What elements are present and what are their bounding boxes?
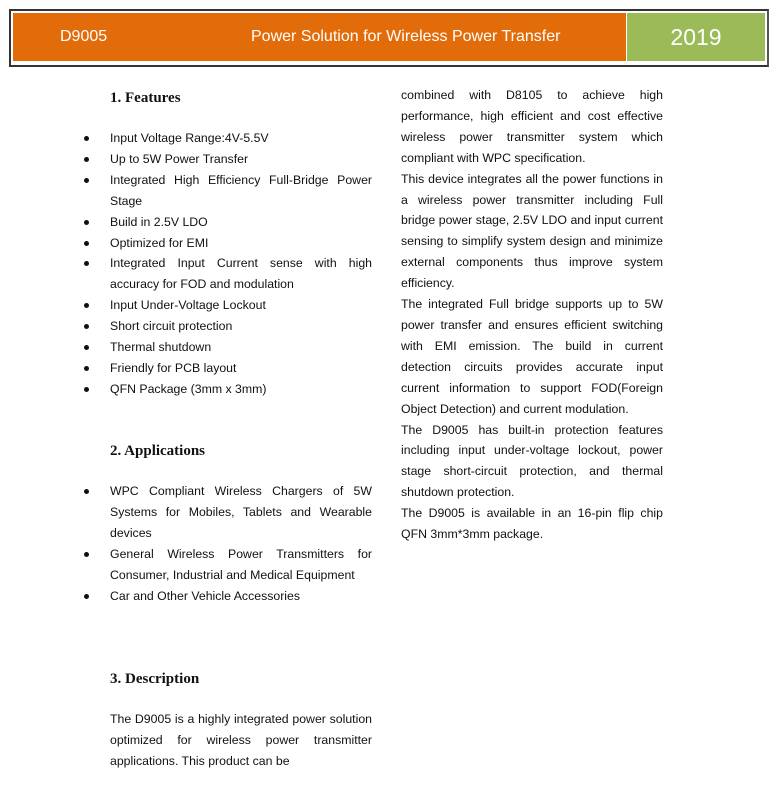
description-paragraph: The integrated Full bridge supports up to 5W power transfer and ensures efficient switching with EMI emission. The build in current detection circuits provides accurate input current information to support FOD(Foreign Object Detection) and current modulation. bbox=[401, 297, 663, 416]
description-paragraph: combined with D8105 to achieve high performance, high efficient and cost effective wireless power transmitter system which compliant with WPC specification. bbox=[401, 88, 663, 165]
features-list bbox=[110, 128, 372, 400]
feature-item: Integrated High Efficiency Full-Bridge Power Stage bbox=[110, 170, 372, 212]
description-paragraph: This device integrates all the power functions in a wireless power transmitter including Full bridge power stage, 2.5V LDO and input current sensing to simplify system design and minimize external components thus improve system efficiency. bbox=[401, 171, 663, 291]
part-number: D9005 bbox=[60, 28, 108, 45]
feature-item: Input Under-Voltage Lockout bbox=[110, 295, 372, 316]
description-intro: The D9005 is a highly integrated power solution optimized for wireless power transmitter applications. This product can be bbox=[110, 712, 372, 768]
header-title-bar bbox=[13, 13, 626, 61]
features-heading: 1. Features bbox=[110, 90, 181, 106]
description-heading: 3. Description bbox=[110, 671, 200, 687]
applications-heading: 2. Applications bbox=[110, 443, 206, 459]
header-banner bbox=[9, 9, 769, 67]
feature-item: Short circuit protection bbox=[110, 316, 372, 337]
feature-item: Build in 2.5V LDO bbox=[110, 212, 372, 233]
feature-item: Friendly for PCB layout bbox=[110, 358, 372, 379]
application-item: Car and Other Vehicle Accessories bbox=[110, 586, 372, 607]
document-title: Power Solution for Wireless Power Transfer bbox=[251, 28, 561, 45]
application-item: WPC Compliant Wireless Chargers of 5W Systems for Mobiles, Tablets and Wearable devices bbox=[110, 481, 372, 544]
feature-item: QFN Package (3mm x 3mm) bbox=[110, 379, 372, 400]
feature-item: Integrated Input Current sense with high accuracy for FOD and modulation bbox=[110, 253, 372, 295]
description-paragraph: The D9005 has built-in protection features including input under-voltage lockout, power stage short-circuit protection, and thermal shutdown protection. bbox=[401, 422, 663, 500]
description-paragraph: The D9005 is available in an 16-pin flip chip QFN 3mm*3mm package. bbox=[401, 506, 663, 542]
feature-item: Thermal shutdown bbox=[110, 337, 372, 358]
description-continued bbox=[401, 85, 663, 545]
year-badge: 2019 bbox=[627, 13, 765, 61]
application-item: General Wireless Power Transmitters for Consumer, Industrial and Medical Equipment bbox=[110, 544, 372, 586]
applications-list bbox=[110, 481, 372, 606]
feature-item: Optimized for EMI bbox=[110, 233, 372, 254]
feature-item: Input Voltage Range:4V-5.5V bbox=[110, 128, 372, 149]
feature-item: Up to 5W Power Transfer bbox=[110, 149, 372, 170]
